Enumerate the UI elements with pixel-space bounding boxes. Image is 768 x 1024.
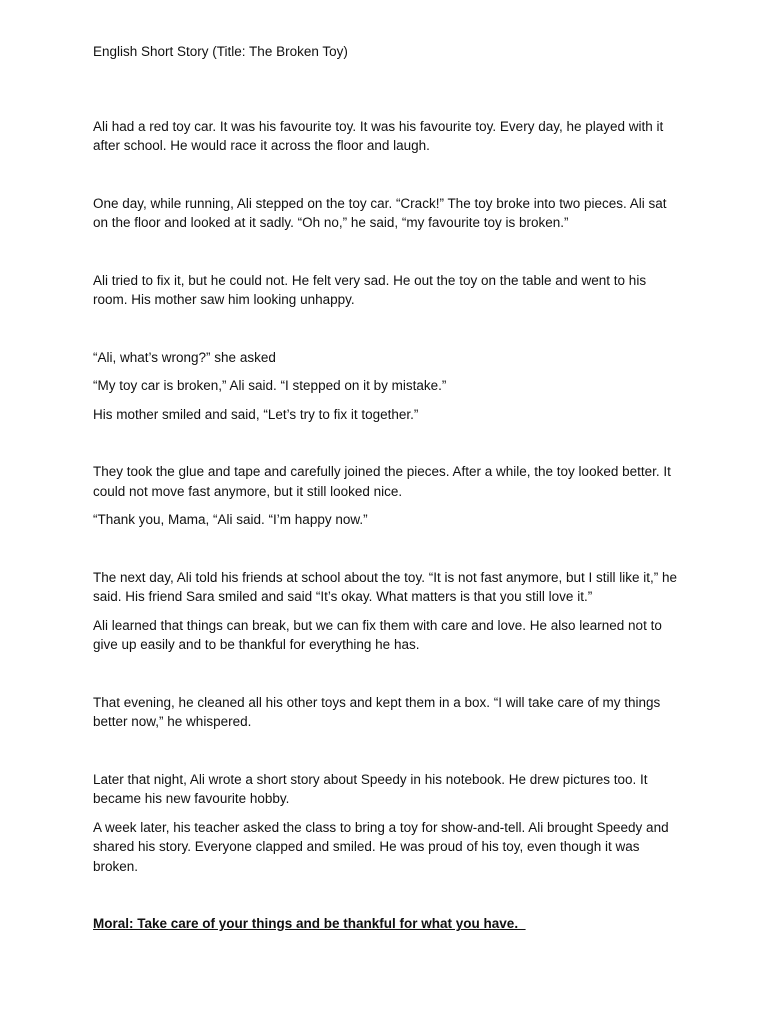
dialogue-line: His mother smiled and said, “Let’s try to fix it together.” (93, 406, 419, 422)
paragraph: That evening, he cleaned all his other toys and kept them in a box. “I will take care of my things better now,” he whispered. (93, 694, 661, 729)
moral-line: Moral: Take care of your things and be thankful for what you have. (93, 916, 526, 931)
paragraph: Later that night, Ali wrote a short story about Speedy in his notebook. He drew pictures too. It became his new favourite hobby. (93, 771, 648, 806)
dialogue-line: “Thank you, Mama, “Ali said. “I’m happy now.” (93, 512, 368, 527)
dialogue-line: “My toy car is broken,” Ali said. “I stepped on it by mistake.” (93, 378, 447, 393)
document-title: English Short Story (Title: The Broken Toy) (93, 44, 348, 59)
paragraph: Ali learned that things can break, but we can fix them with care and love. He also learned not to give up easily and to be thankful for everything he has. (93, 617, 662, 652)
paragraph: Ali tried to fix it, but he could not. He felt very sad. He out the toy on the table and went to his room. His mother saw him looking unhappy. (93, 272, 647, 307)
paragraph: The next day, Ali told his friends at school about the toy. “It is not fast anymore, but I still like it,” he said. His friend Sara smiled and said “It’s okay. What matters is that you still love it.” (93, 569, 678, 604)
dialogue-line: “Ali, what’s wrong?” she asked (93, 349, 276, 365)
paragraph: Ali had a red toy car. It was his favourite toy. It was his favourite toy. Every day, he played with it after school. He would race it across the floor and laugh. (93, 118, 664, 153)
paragraph: They took the glue and tape and carefully joined the pieces. After a while, the toy looked better. It could not move fast anymore, but it still looked nice. (93, 464, 671, 499)
paragraph: A week later, his teacher asked the class to bring a toy for show-and-tell. Ali brought Speedy and shared his story. Everyone clapped and smiled. He was proud of his toy, even though it was broken. (93, 819, 669, 874)
paragraph: One day, while running, Ali stepped on the toy car. “Crack!” The toy broke into two pieces. Ali sat on the floor and looked at it sadly. “Oh no,” he said, “my favourite toy is broken.” (93, 195, 667, 230)
document-page (93, 42, 683, 934)
